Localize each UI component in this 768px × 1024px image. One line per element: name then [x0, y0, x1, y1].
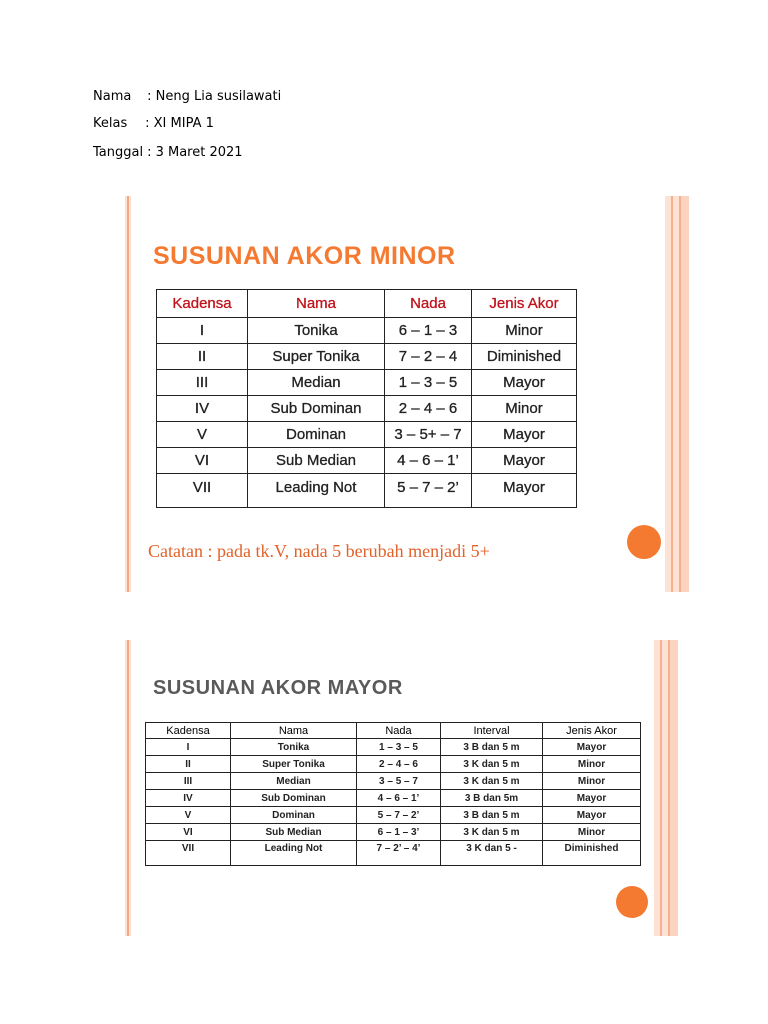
column-header: Nada: [385, 290, 472, 318]
column-header: Kadensa: [146, 723, 231, 739]
table-cell: VI: [157, 448, 248, 474]
orange-circle-decoration: [627, 525, 661, 559]
table-cell: Minor: [543, 824, 641, 841]
right-stripe: [665, 196, 689, 592]
table-cell: 5 – 7 – 2’: [357, 807, 441, 824]
table-row: [146, 807, 641, 824]
table-cell: IV: [157, 396, 248, 422]
table-cell: Minor: [543, 773, 641, 790]
table-cell: 3 – 5 – 7: [357, 773, 441, 790]
table-cell: Tonika: [248, 318, 385, 344]
table-cell: 2 – 4 – 6: [357, 756, 441, 773]
table-cell: Leading Not: [248, 474, 385, 508]
slide-title: SUSUNAN AKOR MINOR: [153, 242, 456, 270]
major-chord-table: [145, 722, 641, 866]
table-cell: Sub Dominan: [231, 790, 357, 807]
table-cell: 3 B dan 5 m: [441, 807, 543, 824]
table-cell: 4 – 6 – 1’: [385, 448, 472, 474]
tanggal-value: : 3 Maret 2021: [147, 145, 243, 160]
left-stripe: [125, 196, 131, 592]
table-cell: 3 K dan 5 m: [441, 773, 543, 790]
table-cell: I: [157, 318, 248, 344]
table-cell: Super Tonika: [248, 344, 385, 370]
table-cell: VII: [157, 474, 248, 508]
table-cell: 6 – 1 – 3’: [357, 824, 441, 841]
table-cell: Leading Not: [231, 841, 357, 866]
table-row: [157, 318, 577, 344]
table-cell: III: [146, 773, 231, 790]
table-row: [146, 756, 641, 773]
table-cell: Sub Dominan: [248, 396, 385, 422]
table-cell: Minor: [472, 318, 577, 344]
table-row: [157, 448, 577, 474]
table-cell: II: [146, 756, 231, 773]
major-table-body: [146, 739, 641, 866]
nama-label: Nama: [93, 89, 132, 104]
table-cell: Super Tonika: [231, 756, 357, 773]
table-cell: IV: [146, 790, 231, 807]
slide-note: Catatan : pada tk.V, nada 5 berubah menjadi 5+: [148, 541, 490, 561]
column-header: Interval: [441, 723, 543, 739]
nama-value: : Neng Lia susilawati: [147, 89, 282, 104]
table-cell: Mayor: [543, 807, 641, 824]
table-cell: Median: [231, 773, 357, 790]
table-cell: Mayor: [543, 790, 641, 807]
table-cell: Mayor: [472, 448, 577, 474]
table-cell: 1 – 3 – 5: [385, 370, 472, 396]
table-cell: V: [146, 807, 231, 824]
table-cell: Mayor: [472, 370, 577, 396]
table-cell: 4 – 6 – 1’: [357, 790, 441, 807]
table-row: [157, 370, 577, 396]
slide-title: SUSUNAN AKOR MAYOR: [153, 677, 403, 699]
column-header: Nama: [248, 290, 385, 318]
table-cell: V: [157, 422, 248, 448]
table-cell: 3 B dan 5m: [441, 790, 543, 807]
table-row: [146, 739, 641, 756]
column-header: Nama: [231, 723, 357, 739]
column-header: Jenis Akor: [543, 723, 641, 739]
kelas-label: Kelas: [93, 116, 128, 131]
table-row: [146, 773, 641, 790]
tanggal-label: Tanggal: [93, 145, 144, 160]
table-row: [157, 344, 577, 370]
table-cell: 7 – 2’ – 4’: [357, 841, 441, 866]
table-cell: Dominan: [231, 807, 357, 824]
minor-chord-table: [156, 289, 577, 508]
table-cell: Minor: [543, 756, 641, 773]
table-cell: 3 K dan 5 -: [441, 841, 543, 866]
table-cell: Diminished: [543, 841, 641, 866]
right-stripe: [654, 640, 678, 936]
column-header: Nada: [357, 723, 441, 739]
table-cell: 1 – 3 – 5: [357, 739, 441, 756]
table-cell: 6 – 1 – 3: [385, 318, 472, 344]
table-cell: Mayor: [543, 739, 641, 756]
slide-akor-mayor: [125, 640, 678, 936]
kelas-value: : XI MIPA 1: [145, 116, 214, 131]
table-cell: Sub Median: [231, 824, 357, 841]
table-cell: Median: [248, 370, 385, 396]
table-cell: 5 – 7 – 2’: [385, 474, 472, 508]
table-cell: Mayor: [472, 474, 577, 508]
left-stripe: [125, 640, 131, 936]
table-cell: VI: [146, 824, 231, 841]
minor-table-body: [157, 318, 577, 508]
table-row: [146, 790, 641, 807]
table-cell: Diminished: [472, 344, 577, 370]
table-cell: 2 – 4 – 6: [385, 396, 472, 422]
slide-akor-minor: [125, 196, 689, 592]
table-cell: Mayor: [472, 422, 577, 448]
table-cell: III: [157, 370, 248, 396]
table-cell: I: [146, 739, 231, 756]
table-cell: 7 – 2 – 4: [385, 344, 472, 370]
table-cell: 3 K dan 5 m: [441, 824, 543, 841]
table-cell: II: [157, 344, 248, 370]
student-name-line: [93, 89, 281, 104]
table-cell: Minor: [472, 396, 577, 422]
table-cell: 3 – 5+ – 7: [385, 422, 472, 448]
table-row: [157, 396, 577, 422]
orange-circle-decoration: [616, 886, 648, 918]
student-class-line: [93, 116, 214, 131]
table-cell: VII: [146, 841, 231, 866]
table-cell: 3 B dan 5 m: [441, 739, 543, 756]
table-row: [146, 841, 641, 866]
date-line: [93, 145, 243, 160]
table-row: [146, 824, 641, 841]
column-header: Kadensa: [157, 290, 248, 318]
table-cell: 3 K dan 5 m: [441, 756, 543, 773]
table-row: [157, 422, 577, 448]
table-header-row: [146, 723, 641, 739]
table-cell: Tonika: [231, 739, 357, 756]
table-cell: Sub Median: [248, 448, 385, 474]
table-row: [157, 474, 577, 508]
table-header-row: [157, 290, 577, 318]
column-header: Jenis Akor: [472, 290, 577, 318]
table-cell: Dominan: [248, 422, 385, 448]
